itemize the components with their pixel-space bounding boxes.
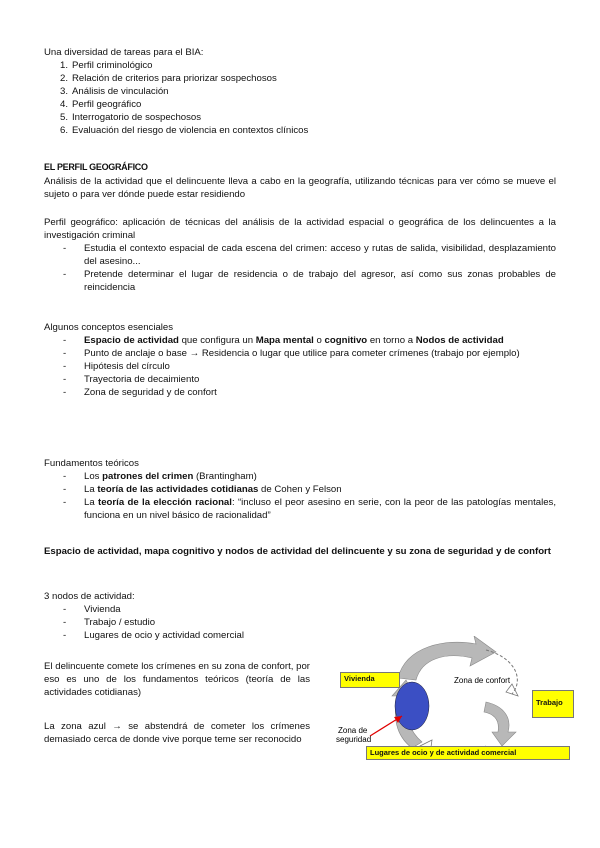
list-item: - Punto de anclaje o base → Residencia o lugar que utilice para cometer crímenes (trabajo por ejemplo) bbox=[44, 347, 556, 360]
confort-label: Zona de confort bbox=[454, 676, 511, 685]
list-item: - Vivienda bbox=[44, 603, 556, 616]
zona-azul-paragraph: La zona azul → se abstendrá de cometer los crímenes demasiado cerca de donde vive porque teme ser reconocido bbox=[44, 721, 310, 745]
list-item: - La teoría de las actividades cotidianas de Cohen y Felson bbox=[44, 483, 556, 496]
vivienda-box: Vivienda bbox=[340, 672, 400, 688]
conceptos-section bbox=[44, 321, 556, 399]
nodos-title: 3 nodos de actividad: bbox=[44, 591, 135, 602]
list-item: 3. Análisis de vinculación bbox=[60, 86, 169, 97]
list-item: - Lugares de ocio y actividad comercial bbox=[44, 629, 556, 642]
fundamentos-title: Fundamentos teóricos bbox=[44, 458, 139, 469]
seguridad-label-line1: Zona de bbox=[338, 726, 368, 735]
list-item: - La teoría de la elección racional: “incluso el peor asesino en serie, con la peor de las patologías mentales, funciona en un nivel básico de racionalidad” bbox=[44, 496, 556, 522]
fundamentos-section bbox=[44, 457, 556, 522]
list-item: - Pretende determinar el lugar de residencia o de trabajo del agresor, así como sus zonas probables de reincidencia bbox=[44, 268, 556, 294]
perfil-definition: Análisis de la actividad que el delincuente lleva a cabo en la geografía, utilizando técnicas para ver cómo se mueve el sujeto o para ver dónde puede estar residiendo bbox=[44, 176, 556, 200]
perfil-heading: EL PERFIL GEOGRÁFICO bbox=[44, 162, 148, 172]
right-dashed-arrow bbox=[486, 650, 517, 694]
list-item: - Zona de seguridad y de confort bbox=[44, 386, 556, 399]
list-item: - Trabajo / estudio bbox=[44, 616, 556, 629]
confort-paragraph: El delincuente comete los crímenes en su zona de confort, por eso es uno de los fundamentos teóricos (teoría de las actividades cotidianas) bbox=[44, 661, 310, 698]
conceptos-title: Algunos conceptos esenciales bbox=[44, 322, 174, 333]
task-list bbox=[44, 59, 556, 137]
list-item: 5. Interrogatorio de sospechosos bbox=[60, 112, 202, 123]
trabajo-box: Trabajo bbox=[532, 690, 574, 718]
intro-title: Una diversidad de tareas para el BIA: bbox=[44, 47, 204, 58]
list-item: - Los patrones del crimen (Brantingham) bbox=[44, 470, 556, 483]
blue-zone bbox=[395, 682, 429, 730]
right-arrow bbox=[484, 702, 516, 746]
list-item: - Trayectoria de decaimiento bbox=[44, 373, 556, 386]
perfil-points bbox=[44, 242, 556, 294]
fundamentos-list bbox=[44, 470, 556, 522]
activity-diagram bbox=[336, 636, 563, 766]
list-item: - Estudia el contexto espacial de cada escena del crimen: acceso y rutas de salida, visibilidad, desplazamiento del asesino... bbox=[44, 242, 556, 268]
perfil-application: Perfil geográfico: aplicación de técnicas del análisis de la actividad espacial o geográfica de los delincuentes a la investigación criminal bbox=[44, 217, 556, 241]
espacio-heading: Espacio de actividad, mapa cognitivo y nodos de actividad del delincuente y su zona de seguridad y de confort bbox=[44, 546, 551, 557]
list-item: - Espacio de actividad que configura un Mapa mental o cognitivo en torno a Nodos de actividad bbox=[44, 334, 556, 347]
list-item: 6. Evaluación del riesgo de violencia en contextos clínicos bbox=[60, 125, 309, 136]
seguridad-label-line2: seguridad bbox=[336, 735, 372, 744]
top-arrow bbox=[398, 636, 496, 680]
intro-section bbox=[44, 46, 556, 137]
list-item: - Hipótesis del círculo bbox=[44, 360, 556, 373]
list-item: 1. Perfil criminológico bbox=[60, 60, 153, 71]
perfil-application-section bbox=[44, 216, 556, 294]
ocio-box: Lugares de ocio y de actividad comercial bbox=[366, 746, 570, 760]
list-item: 4. Perfil geográfico bbox=[60, 99, 142, 110]
nodos-section bbox=[44, 590, 556, 642]
conceptos-list bbox=[44, 334, 556, 399]
list-item: 2. Relación de criterios para priorizar sospechosos bbox=[60, 73, 277, 84]
